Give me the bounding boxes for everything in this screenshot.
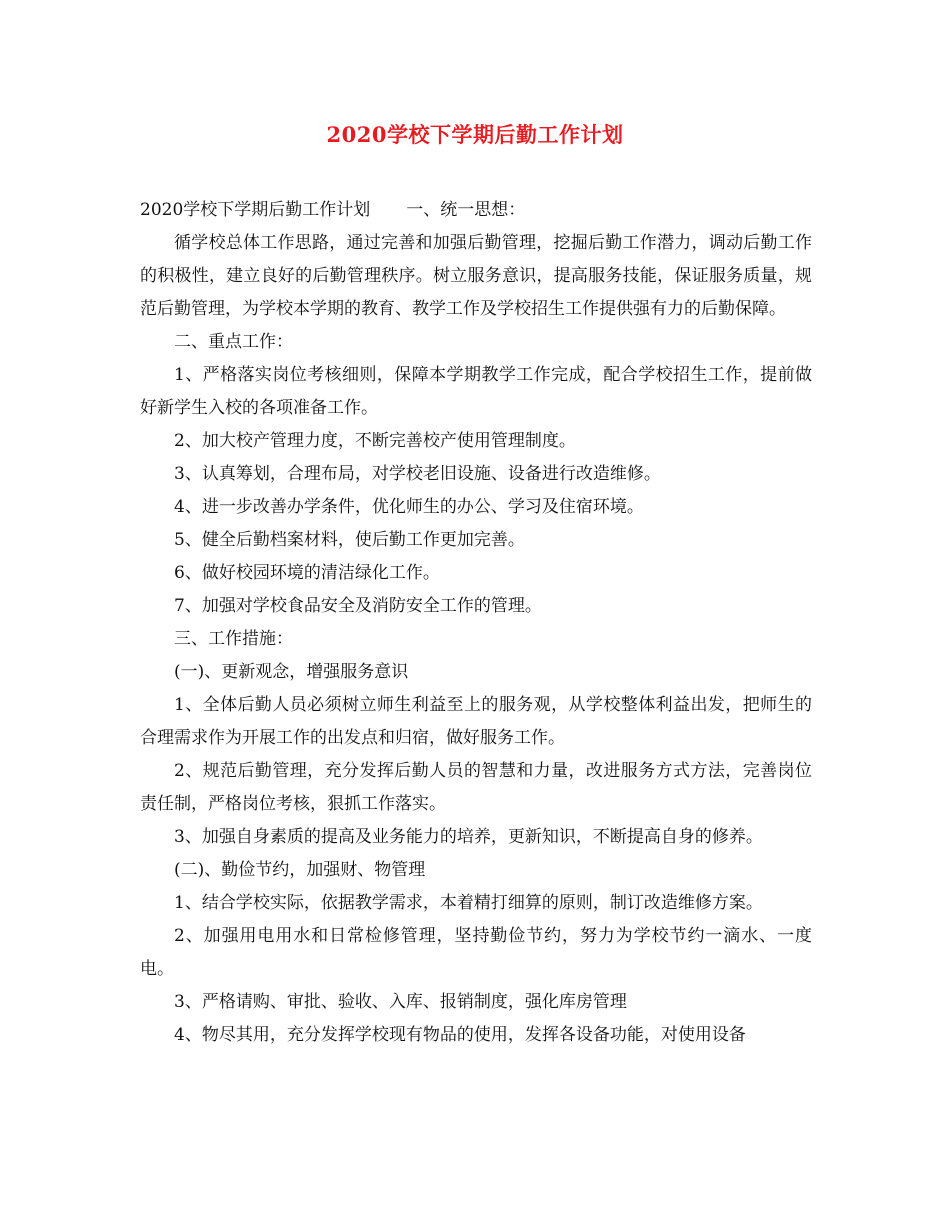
subsection-heading: (二)、勤俭节约，加强财、物管理	[174, 860, 426, 880]
intro-line	[140, 194, 812, 227]
intro-title: 2020学校下学期后勤工作计划	[140, 200, 371, 220]
paragraph: 1、严格落实岗位考核细则，保障本学期教学工作完成，配合学校招生工作，提前做好新学生入校的各项准备工作。	[140, 365, 812, 418]
paragraph: 4、进一步改善办学条件，优化师生的办公、学习及住宿环境。	[174, 497, 644, 517]
paragraph: 6、做好校园环境的清洁绿化工作。	[174, 563, 440, 583]
paragraph: 2、加大校产管理力度，不断完善校产使用管理制度。	[174, 431, 576, 451]
paragraph: 1、全体后勤人员必须树立师生利益至上的服务观，从学校整体利益出发，把师生的合理需求作为开展工作的出发点和归宿，做好服务工作。	[140, 695, 812, 748]
document-title: 2020学校下学期后勤工作计划	[326, 122, 624, 147]
document-body	[140, 194, 812, 1052]
subsection-heading: (一)、更新观念，增强服务意识	[174, 662, 409, 682]
paragraph: 循学校总体工作思路，通过完善和加强后勤管理，挖掘后勤工作潜力，调动后勤工作的积极性，建立良好的后勤管理秩序。树立服务意识，提高服务技能，保证服务质量，规范后勤管理，为学校本学期的教育、教学工作及学校招生工作提供强有力的后勤保障。	[140, 233, 812, 319]
paragraph: 4、物尽其用，充分发挥学校现有物品的使用，发挥各设备功能，对使用设备	[174, 1025, 746, 1045]
paragraph: 3、严格请购、审批、验收、入库、报销制度，强化库房管理	[174, 992, 627, 1012]
paragraph: 2、加强用电用水和日常检修管理，坚持勤俭节约，努力为学校节约一滴水、一度电。	[140, 926, 812, 979]
paragraph: 3、加强自身素质的提高及业务能力的培养，更新知识，不断提高自身的修养。	[174, 827, 763, 847]
paragraph: 2、规范后勤管理，充分发挥后勤人员的智慧和力量，改进服务方式方法，完善岗位责任制，严格岗位考核，狠抓工作落实。	[140, 761, 812, 814]
section-heading: 三、工作措施：	[174, 629, 293, 649]
section-heading: 二、重点工作：	[174, 332, 293, 352]
paragraph: 7、加强对学校食品安全及消防安全工作的管理。	[174, 596, 542, 616]
paragraph: 5、健全后勤档案材料，使后勤工作更加完善。	[174, 530, 525, 550]
paragraph: 1、结合学校实际，依据教学需求，本着精打细算的原则，制订改造维修方案。	[174, 893, 763, 913]
paragraph: 3、认真筹划，合理布局，对学校老旧设施、设备进行改造维修。	[174, 464, 661, 484]
intro-section-heading: 一、统一思想：	[406, 200, 526, 220]
